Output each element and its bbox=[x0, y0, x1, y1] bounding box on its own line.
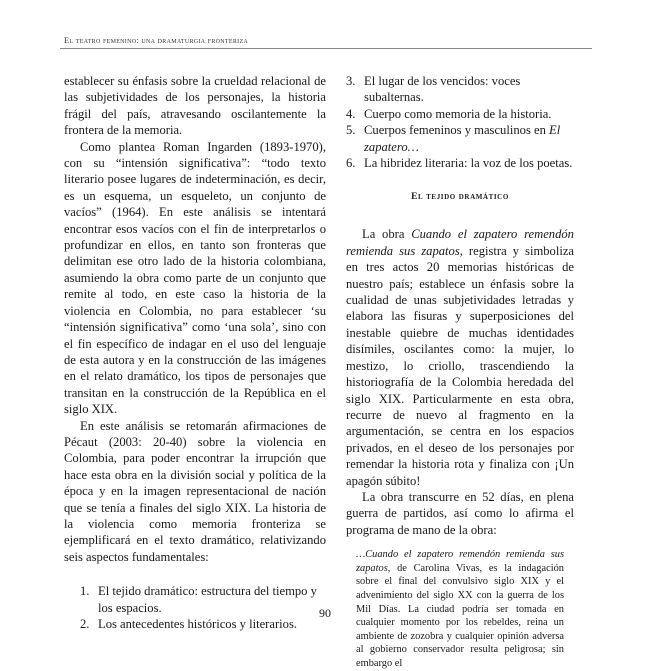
list-item-italic-title: El zapatero… bbox=[364, 123, 561, 154]
right-paragraph-1-start: La obra bbox=[362, 227, 412, 242]
list-item bbox=[346, 73, 574, 106]
section-heading: El tejido dramático bbox=[411, 192, 509, 203]
right-column bbox=[346, 73, 574, 671]
left-paragraph-3: En este análisis se retomarán afirmaciones de Pécaut (2003: 20-40) sobre la violencia en Colombia, para poder encontrar la irrupción que hace esta obra en la división social y política de la época y en la imagen representacional de nación que se tenía a finales del siglo XIX. La historia de la violencia como memoria fronteriza se ejemplificará en el texto dramático, relativizando seis aspectos fundamentales: bbox=[64, 418, 326, 564]
aspects-list-right bbox=[346, 73, 574, 171]
list-item-text: Cuerpos femeninos y masculinos en bbox=[364, 123, 550, 138]
list-item-number: 1. bbox=[80, 584, 90, 599]
right-paragraph-1-rest: , registra y simboliza en tres actos 20 memorias históricas de nuestro país; establece un énfasis sobre la cualidad de unas subjetividades letradas y elabora las fisuras y superposiciones del inestable quiebre de muchas identidades disímiles, oscilantes como: la mujer, lo mestizo, lo criollo, trascendiendo la historiografía de la Colombia heredada del siglo XIX. Particularmente en esta obra, recurre de nuevo al fragmento en la argumentación, se centra en los espacios privados, en el deseo de los personajes por remendar la historia rota y finaliza con ¡Un apagón súbito! bbox=[346, 243, 575, 488]
page-number: 90 bbox=[319, 606, 331, 620]
list-item-number: 4. bbox=[346, 106, 356, 121]
left-paragraph-1: establecer su énfasis sobre la crueldad relacional de las subjetividades de los personajes, la historia frágil del país, atravesando oscilantemente la frontera de la memoria. bbox=[64, 74, 326, 138]
quote-play-title: …Cuando el zapatero remendón remienda sus zapatos bbox=[356, 549, 564, 574]
list-item-text: Cuerpo como memoria de la historia. bbox=[364, 106, 552, 121]
list-item-text: La hibridez literaria: la voz de los poetas. bbox=[364, 156, 573, 171]
list-item-number: 2. bbox=[80, 617, 90, 631]
list-item bbox=[346, 155, 574, 171]
header-rule bbox=[60, 48, 592, 49]
left-column bbox=[64, 73, 326, 632]
left-paragraph-2: Como plantea Roman Ingarden (1893-1970), con su “intensión significativa”: “todo texto literario posee lugares de indeterminación, es decir, es un esquema, un esqueleto, un conjunto de vacíos” (1964). En este análisis se intentará encontrar esos vacíos con el fin de interpretarlos o profundizar en ellos, en tanto son fronteras que delimitan ese otro lado de la historia colombiana, asumiendo la obra como parte de un conjunto que remite al todo, en este caso la historia de la violencia en Colombia, no para establecer ‘su “intensión significativa” como ‘una sola’, sino con el fin específico de indagar en el uso del lenguaje de esta autora y en la construcción de las imágenes en el relato dramático, los tipos de personajes que transitan en la construcción de la República en el siglo XIX. bbox=[64, 139, 326, 417]
running-head: El teatro femenino: una dramaturgia fronteriza bbox=[64, 36, 249, 45]
list-item-number: 3. bbox=[346, 74, 356, 88]
quote-rest: , de Carolina Vivas, es la indagación sobre el final del convulsivo siglo XIX y el advenimiento del siglo XX con la guerra de los Mil Días. La ciudad podría ser tomada en cualquier momento por los rebeldes, reina un ambiente de zozobra y cualquier opinión adversa al gobierno conservador resulta peligrosa; sin embargo el bbox=[356, 562, 564, 669]
list-item-number: 6. bbox=[346, 156, 356, 171]
right-paragraph-2: La obra transcurre en 52 días, en plena guerra de partidos, así como lo afirma el programa de mano de la obra: bbox=[346, 489, 574, 537]
list-item-text: El lugar de los vencidos: voces subalternas. bbox=[364, 74, 521, 105]
list-item-number: 5. bbox=[346, 123, 356, 138]
play-title: Cuando el zapatero remendón remienda sus zapatos bbox=[346, 227, 574, 258]
list-item-text: Los antecedentes históricos y literarios. bbox=[98, 617, 297, 631]
list-item bbox=[346, 122, 574, 155]
list-item bbox=[346, 106, 574, 122]
list-item-text: El tejido dramático: estructura del tiempo y los espacios. bbox=[98, 584, 317, 615]
right-paragraph-1 bbox=[346, 226, 574, 489]
